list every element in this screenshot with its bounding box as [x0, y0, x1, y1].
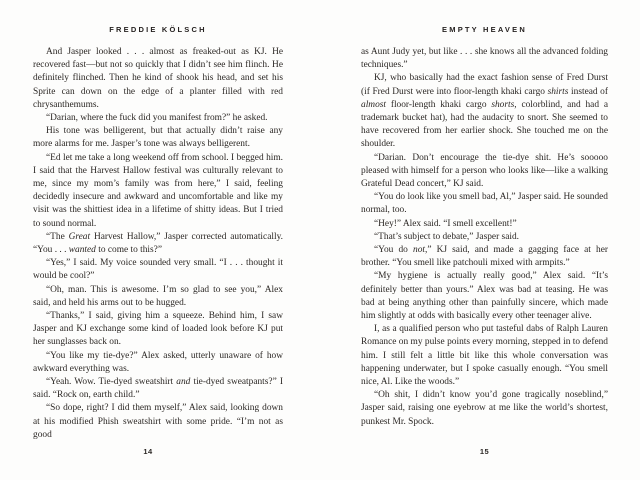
paragraph: KJ, who basically had the exact fashion sense of Fred Durst (if Fred Durst were into floor-length khaki cargo shirts instead of almost floor-length khaki cargo shorts, colorblind, and had a trademark bucket hat), had the audacity to snort. She seemed to have recovered from her earlier shock. She touched me on the shoulder. [361, 73, 608, 150]
paragraph: “Hey!” Alex said. “I smell excellent!” [374, 218, 517, 229]
paragraph: “Oh, man. This is awesome. I’m so glad to see you,” Alex said, and held his arms out to be hugged. [33, 284, 283, 308]
paragraph: “Ed let me take a long weekend off from school. I begged him. I said that the Harvest Hallow festival was culturally relevant to me, since my mom’s family was from here,” I said, feeling decidedly insecure and awkward and uncomfortable and like my visit was the shittiest idea in a lifetime of shitty ideas. But I tried to sound normal. [33, 152, 283, 229]
paragraph: “Thanks,” I said, giving him a squeeze. Behind him, I saw Jasper and KJ exchange some kind of loaded look before KJ put her sunglasses back on. [33, 311, 283, 348]
page-number-right: 15 [479, 447, 490, 456]
paragraph: “Oh shit, I didn’t know you’d gone tragically noseblind,” Jasper said, raising one eyebrow at me like the world’s shortest, punkest Mr. Spock. [361, 390, 608, 427]
paragraph: “My hygiene is actually really good,” Alex said. “It’s definitely better than yours.” Alex was bad at teasing. He was bad at being anything other than painfully sincere, which made him slightly at odds with basically every other teenager alive. [361, 271, 608, 322]
page-number-left: 14 [143, 447, 153, 456]
paragraph: “That’s subject to debate,” Jasper said. [374, 231, 520, 242]
paragraph: “Darian, where the fuck did you manifest from?” he asked. [46, 113, 268, 124]
paragraph: “You do look like you smell bad, Al,” Jasper said. He sounded normal, too. [361, 192, 608, 216]
page-right-text [361, 46, 608, 429]
paragraph: And Jasper looked . . . almost as freaked-out as KJ. He recovered fast—but not so quickly that I didn’t see him flinch. He definitely flinched. Then he kind of shook his head, and set his Sprite can down on the edge of a planter filled with red chrysanthemums. [33, 47, 283, 110]
paragraph: “So dope, right? I did them myself,” Alex said, looking down at his modified Phish sweatshirt with some pride. “I’m not as good [33, 403, 283, 440]
page-left-text [33, 46, 283, 442]
paragraph: “You do not,” KJ said, and made a gagging face at her brother. “You smell like patchouli mixed with armpits.” [361, 245, 608, 269]
paragraph: “Darian. Don’t encourage the tie-dye shit. He’s sooooo pleased with himself for a person who looks like—like a walking Grateful Dead concert,” KJ said. [361, 152, 608, 190]
paragraph: “Yeah. Wow. Tie-dyed sweatshirt and tie-dyed sweatpants?” I said. “Rock on, earth child.” [33, 377, 283, 401]
running-head-author: FREDDIE KÖLSCH [109, 25, 207, 34]
page-left [33, 0, 283, 480]
paragraph: His tone was belligerent, but that actually didn’t raise any more alarms for me. Jasper’s tone was always belligerent. [33, 126, 283, 150]
paragraph: “The Great Harvest Hallow,” Jasper corrected automatically. “You . . . wanted to come to this?” [33, 231, 283, 256]
paragraph: “You like my tie-dye?” Alex asked, utterly unaware of how awkward everything was. [33, 350, 283, 374]
running-head-title: EMPTY HEAVEN [442, 25, 527, 34]
paragraph: as Aunt Judy yet, but like . . . she knows all the advanced folding techniques.” [361, 47, 608, 71]
paragraph: I, as a qualified person who put tasteful dabs of Ralph Lauren Romance on my pulse points every morning, stepped in to defend him. I still felt a little bit like this whole conversation was happening underwater, but I spoke casually enough. “You smell nice, Al. Like the woods.” [361, 324, 608, 388]
paragraph: “Yes,” I said. My voice sounded very small. “I . . . thought it would be cool?” [33, 258, 283, 282]
page-right [361, 0, 608, 480]
